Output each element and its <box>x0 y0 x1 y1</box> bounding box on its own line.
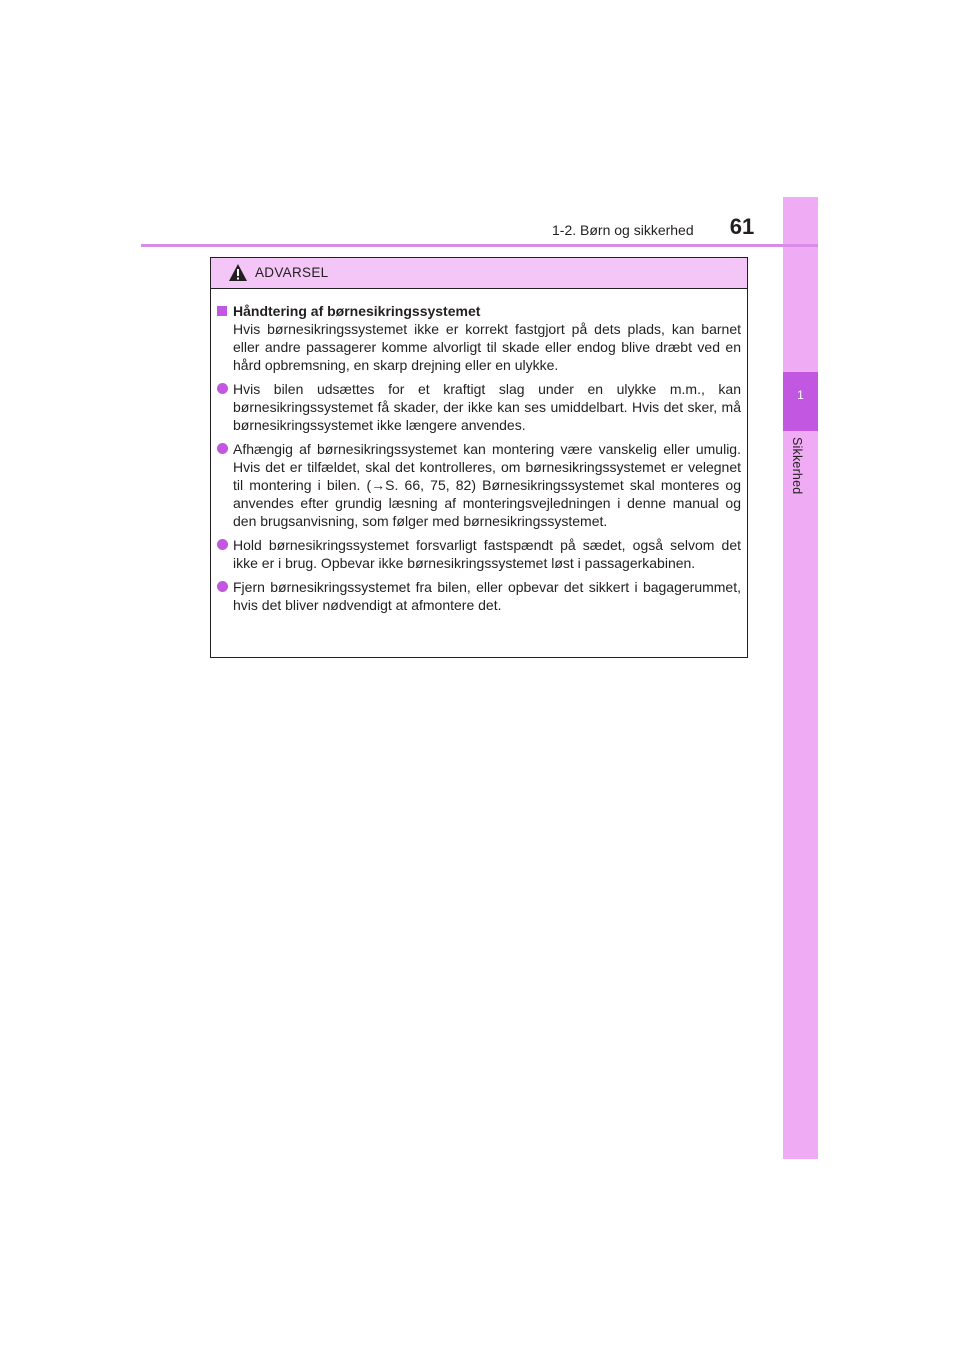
bullet-text: Fjern børnesikringssystemet fra bilen, eller opbevar det sikkert i bagagerummet, hvis det bliver nødvendigt at afmontere det. <box>233 579 741 613</box>
chapter-side-tab <box>783 197 818 1159</box>
list-item <box>217 536 741 572</box>
round-bullet-icon <box>217 383 228 394</box>
chapter-number: 1 <box>797 388 804 402</box>
round-bullet-icon <box>217 443 228 454</box>
topic-intro: Hvis børnesikringssystemet ikke er korrekt fastgjort på dets plads, kan barnet eller andre passagerer komme alvorligt til skade eller endog blive dræbt ved en hård opbremsning, en skarp drejning eller en ulykke. <box>233 321 741 373</box>
round-bullet-icon <box>217 581 228 592</box>
warning-box <box>210 257 748 658</box>
bullet-text: Hvis bilen udsættes for et kraftigt slag under en ulykke m.m., kan børnesikringssystemet få skader, der ikke kan ses umiddelbart. Hvis det sker, må børnesikringssystemet ikke længere anvendes. <box>233 381 741 433</box>
bullet-text: Afhængig af børnesikringssystemet kan montering være vanskelig eller umulig. Hvis det er tilfældet, skal det kontrolleres, om børnesikringssystemet er velegnet til montering i bilen. (→S. 66, 75, 82) Børnesikringssystemet skal monteres og anvendes efter grundig læsning af monteringsvejledningen i denne manual og den brugsanvisning, som følger med børnesikringssystemet. <box>233 441 741 529</box>
warning-triangle-icon <box>228 263 248 282</box>
round-bullet-icon <box>217 539 228 550</box>
warning-body <box>211 289 747 614</box>
section-title: 1-2. Børn og sikkerhed <box>552 222 694 238</box>
square-bullet-icon <box>217 306 227 316</box>
bullet-text: Hold børnesikringssystemet forsvarligt fastspændt på sædet, også selvom det ikke er i brug. Opbevar ikke børnesikringssystemet løst i passagerkabinen. <box>233 537 741 571</box>
warning-title: ADVARSEL <box>255 265 329 280</box>
list-item <box>217 380 741 434</box>
header-divider <box>141 244 818 247</box>
topic-heading <box>217 302 741 320</box>
chapter-label: Sikkerhed <box>790 437 804 495</box>
page-number: 61 <box>729 214 755 239</box>
warning-bullet-list <box>217 380 741 614</box>
warning-header <box>211 258 747 289</box>
list-item <box>217 440 741 530</box>
topic-heading-text: Håndtering af børnesikringssystemet <box>233 303 481 319</box>
list-item <box>217 578 741 614</box>
